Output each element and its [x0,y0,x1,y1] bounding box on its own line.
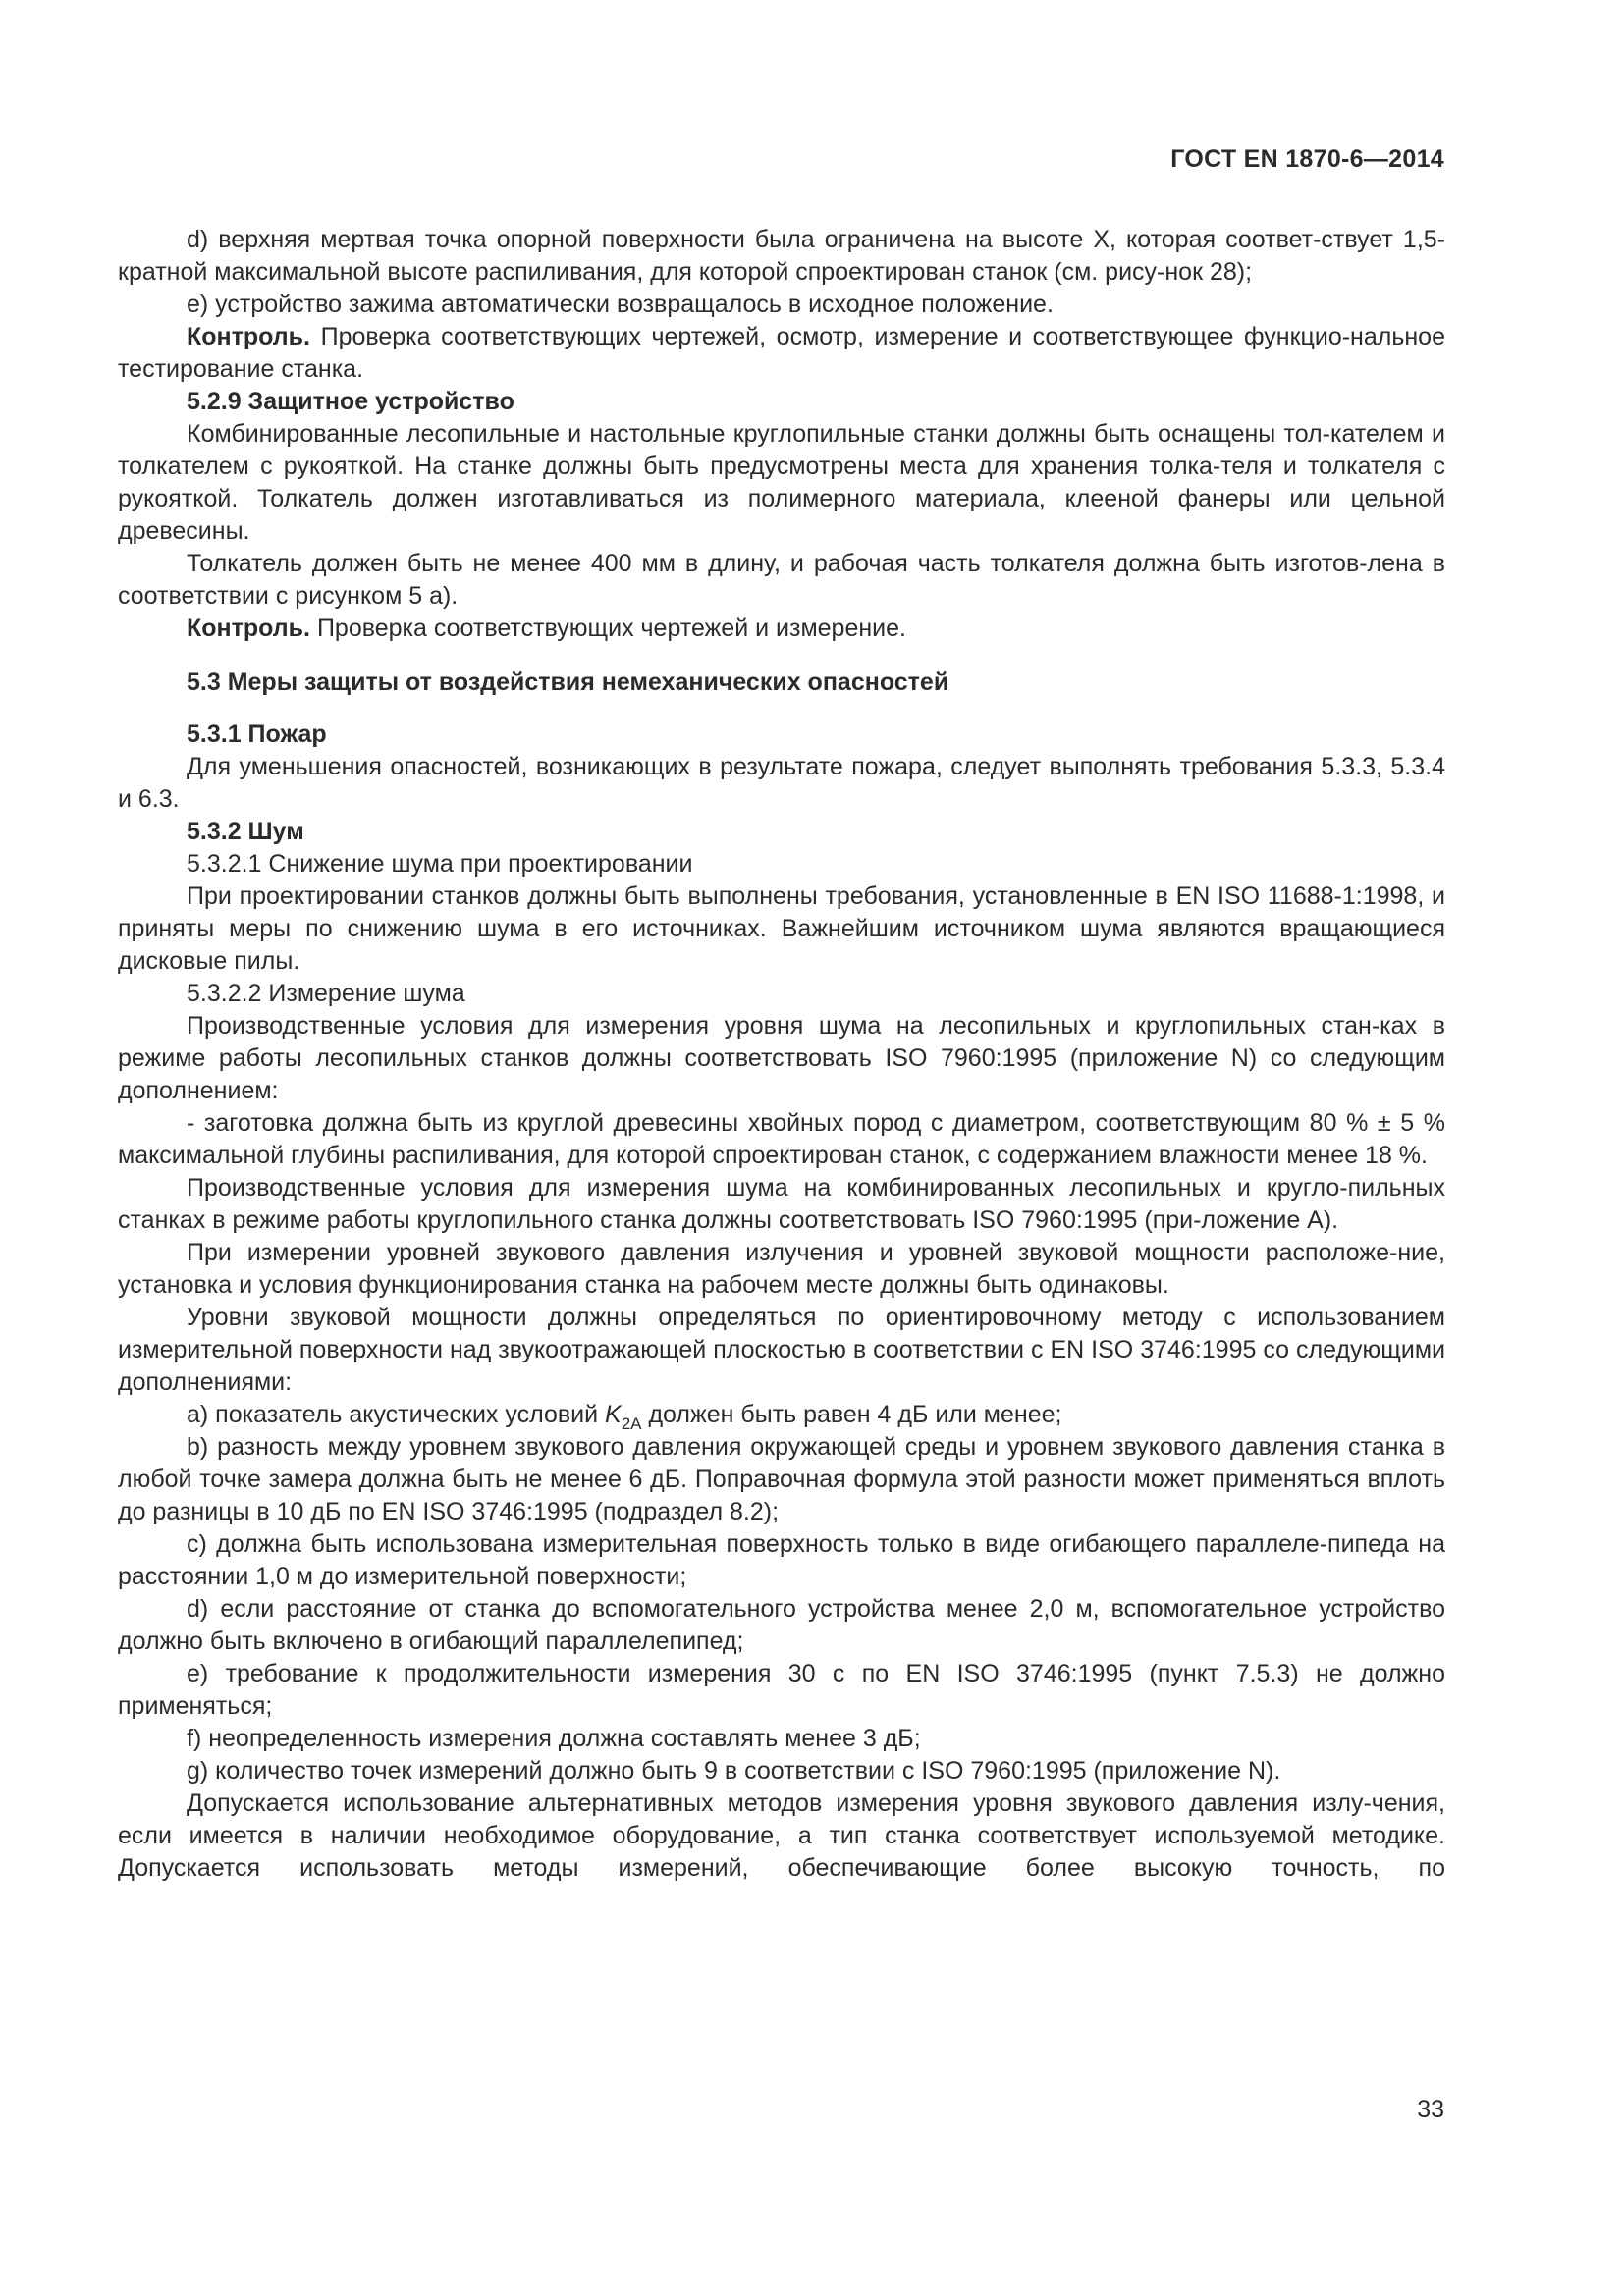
paragraph-noise-conditions-1: Производственные условия для измерения уровня шума на лесопильных и круглопильных стан-ках в режиме работы лесопильных станков должны соответствовать ISO 7960:1995 (приложение N) со следующим дополнением: [118,1012,1445,1104]
paragraph-noise-placement: При измерении уровней звукового давления излучения и уровней звуковой мощности расположе-ние, установка и условия функционирования станка на рабочем месте должны быть одинаковы. [118,1239,1445,1299]
list-item-a-text: а) показатель акустических условий [187,1401,606,1428]
paragraph-noise-design: При проектировании станков должны быть выполнены требования, установленные в EN ISO 11688-1:1998, и приняты меры по снижению шума в его источниках. Важнейшим источником шума являются вращающиеся дисковые пилы. [118,882,1445,975]
heading-5-2-9: 5.2.9 Защитное устройство [187,388,514,415]
paragraph-pusher-1: Комбинированные лесопильные и настольные круглопильные станки должны быть оснащены тол-кателем и толкателем с рукояткой. На станке должны быть предусмотрены места для хранения толка-теля и толкателя с рукояткой. Толкатель должен изготавливаться из полимерного материала, клееной фанеры или цельной древесины. [118,420,1445,545]
list-item-b: b) разность между уровнем звукового давления окружающей среды и уровнем звукового давления станка в любой точке замера должна быть не менее 6 дБ. Поправочная формула этой разности может применяться вплоть до разницы в 10 дБ по EN ISO 3746:1995 (подраздел 8.2); [118,1433,1445,1525]
heading-5-3-1: 5.3.1 Пожар [187,721,327,748]
paragraph-alternative-methods: Допускается использование альтернативных методов измерения уровня звукового давления излу-чения, если имеется в наличии необходимое оборудование, а тип станка соответствует используемой методике. Допускается использовать методы измерений, обеспечивающие более высокую точность, по [118,1789,1445,1882]
list-item-f: f) неопределенность измерения должна составлять менее 3 дБ; [187,1725,921,1752]
control-text: Проверка соответствующих чертежей, осмотр, измерение и соответствующее функцио-нальное тестирование станка. [118,323,1445,383]
heading-5-3-2: 5.3.2 Шум [187,818,304,845]
heading-5-3-2-1: 5.3.2.1 Снижение шума при проектировании [187,850,693,878]
list-item-a [118,1399,1445,1431]
paragraph-e: е) устройство зажима автоматически возвращалось в исходное положение. [187,291,1054,318]
control-paragraph-2 [118,613,1445,645]
list-item-a-text-end: должен быть равен 4 дБ или менее; [641,1401,1062,1428]
heading-5-3-2-2: 5.3.2.2 Измерение шума [187,980,465,1007]
paragraph-d: d) верхняя мертвая точка опорной поверхности была ограничена на высоте X, которая соответ-ствует 1,5-кратной максимальной высоте распиливания, для которой спроектирован станок (см. рису-нок 28); [118,226,1445,286]
list-item-e: е) требование к продолжительности измерения 30 с по EN ISO 3746:1995 (пункт 7.5.3) не должно применяться; [118,1660,1445,1720]
control-label: Контроль. [187,614,310,642]
list-item-g: g) количество точек измерений должно быть 9 в соответствии с ISO 7960:1995 (приложение N). [187,1757,1281,1785]
k-subscript: 2A [621,1415,642,1433]
k-symbol: K [605,1401,622,1428]
paragraph-pusher-2: Толкатель должен быть не менее 400 мм в длину, и рабочая часть толкателя должна быть изготов-лена в соответствии с рисунком 5 а). [118,550,1445,610]
control-text: Проверка соответствующих чертежей и измерение. [310,614,906,642]
paragraph-fire: Для уменьшения опасностей, возникающих в результате пожара, следует выполнять требования 5.3.3, 5.3.4 и 6.3. [118,753,1445,813]
page-number: 33 [1417,2096,1444,2123]
paragraph-noise-conditions-2: Производственные условия для измерения шума на комбинированных лесопильных и кругло-пильных станках в режиме работы круглопильного станка должны соответствовать ISO 7960:1995 (при-ложение А). [118,1174,1445,1234]
control-label: Контроль. [187,323,310,350]
document-code-header: ГОСТ EN 1870-6—2014 [1170,145,1444,173]
heading-5-3: 5.3 Меры защиты от воздействия немеханических опасностей [187,668,949,696]
list-item-c: с) должна быть использована измерительная поверхность только в виде огибающего параллеле-пипеда на расстоянии 1,0 м до измерительной поверхности; [118,1530,1445,1590]
document-body [118,224,1445,1885]
control-paragraph-1 [118,321,1445,386]
paragraph-sound-power: Уровни звуковой мощности должны определяться по ориентировочному методу с использованием измерительной поверхности над звукоотражающей плоскостью в соответствии с EN ISO 3746:1995 со следующими дополнениями: [118,1304,1445,1396]
paragraph-workpiece: - заготовка должна быть из круглой древесины хвойных пород с диаметром, соответствующим 80 % ± 5 % максимальной глубины распиливания, для которой спроектирован станок, с содержанием влажности менее 18 %. [118,1109,1445,1169]
list-item-d: d) если расстояние от станка до вспомогательного устройства менее 2,0 м, вспомогательное устройство должно быть включено в огибающий параллелепипед; [118,1595,1445,1655]
